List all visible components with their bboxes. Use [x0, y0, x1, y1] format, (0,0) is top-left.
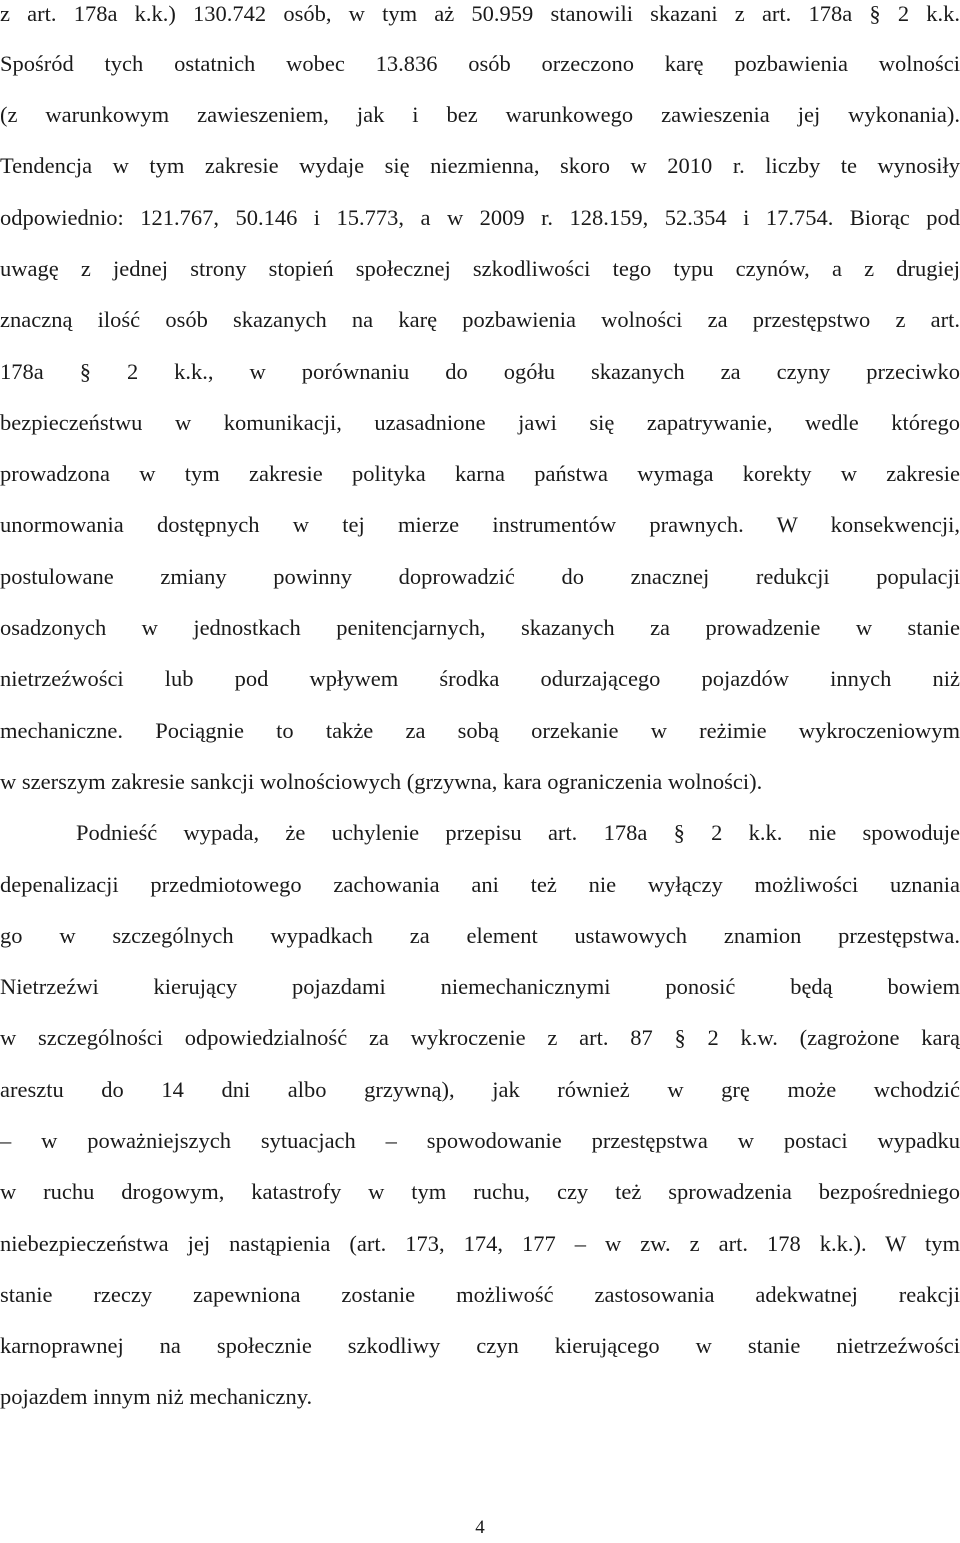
- text-line: stanie rzeczy zapewniona zostanie możliwość zastosowania adekwatnej reakcji: [0, 1282, 960, 1307]
- text-line: (z warunkowym zawieszeniem, jak i bez warunkowego zawieszenia jej wykonania).: [0, 102, 960, 127]
- text-line: odpowiednio: 121.767, 50.146 i 15.773, a w 2009 r. 128.159, 52.354 i 17.754. Biorąc pod: [0, 205, 960, 230]
- text-line: unormowania dostępnych w tej mierze instrumentów prawnych. W konsekwencji,: [0, 512, 960, 537]
- text-line: prowadzona w tym zakresie polityka karna państwa wymaga korekty w zakresie: [0, 461, 960, 486]
- text-line: go w szczególnych wypadkach za element ustawowych znamion przestępstwa.: [0, 923, 960, 948]
- text-line: Spośród tych ostatnich wobec 13.836 osób orzeczono karę pozbawienia wolności: [0, 51, 960, 76]
- text-line: Podnieść wypada, że uchylenie przepisu art. 178a § 2 k.k. nie spowoduje: [76, 820, 960, 845]
- text-line: znaczną ilość osób skazanych na karę pozbawienia wolności za przestępstwo z art.: [0, 307, 960, 332]
- text-line: uwagę z jednej strony stopień społecznej szkodliwości tego typu czynów, a z drugiej: [0, 256, 960, 281]
- text-line: karnoprawnej na społecznie szkodliwy czyn kierującego w stanie nietrzeźwości: [0, 1333, 960, 1358]
- text-line: Nietrzeźwi kierujący pojazdami niemechanicznymi ponosić będą bowiem: [0, 974, 960, 999]
- text-line: bezpieczeństwu w komunikacji, uzasadnione jawi się zapatrywanie, wedle którego: [0, 410, 960, 435]
- text-line: nietrzeźwości lub pod wpływem środka odurzającego pojazdów innych niż: [0, 666, 960, 691]
- text-line: z art. 178a k.k.) 130.742 osób, w tym aż 50.959 stanowili skazani z art. 178a § 2 k.k.: [0, 1, 960, 26]
- page-number: 4: [475, 1517, 485, 1538]
- text-line: mechaniczne. Pociągnie to także za sobą orzekanie w reżimie wykroczeniowym: [0, 718, 960, 743]
- text-line: aresztu do 14 dni albo grzywną), jak również w grę może wchodzić: [0, 1077, 960, 1102]
- text-line: – w poważniejszych sytuacjach – spowodowanie przestępstwa w postaci wypadku: [0, 1128, 960, 1153]
- text-line: depenalizacji przedmiotowego zachowania ani też nie wyłączy możliwości uznania: [0, 872, 960, 897]
- text-line: w szczególności odpowiedzialność za wykroczenie z art. 87 § 2 k.w. (zagrożone karą: [0, 1025, 960, 1050]
- text-line: pojazdem innym niż mechaniczny.: [0, 1384, 313, 1409]
- text-line: postulowane zmiany powinny doprowadzić do znacznej redukcji populacji: [0, 564, 960, 589]
- text-line: osadzonych w jednostkach penitencjarnych, skazanych za prowadzenie w stanie: [0, 615, 960, 640]
- text-line: w szerszym zakresie sankcji wolnościowych (grzywna, kara ograniczenia wolności).: [0, 769, 763, 794]
- text-line: w ruchu drogowym, katastrofy w tym ruchu, czy też sprowadzenia bezpośredniego: [0, 1179, 960, 1204]
- text-line: Tendencja w tym zakresie wydaje się niezmienna, skoro w 2010 r. liczby te wynosiły: [0, 153, 960, 178]
- text-line: niebezpieczeństwa jej nastąpienia (art. 173, 174, 177 – w zw. z art. 178 k.k.). W tym: [0, 1231, 960, 1256]
- text-line: 178a § 2 k.k., w porównaniu do ogółu skazanych za czyny przeciwko: [0, 359, 960, 384]
